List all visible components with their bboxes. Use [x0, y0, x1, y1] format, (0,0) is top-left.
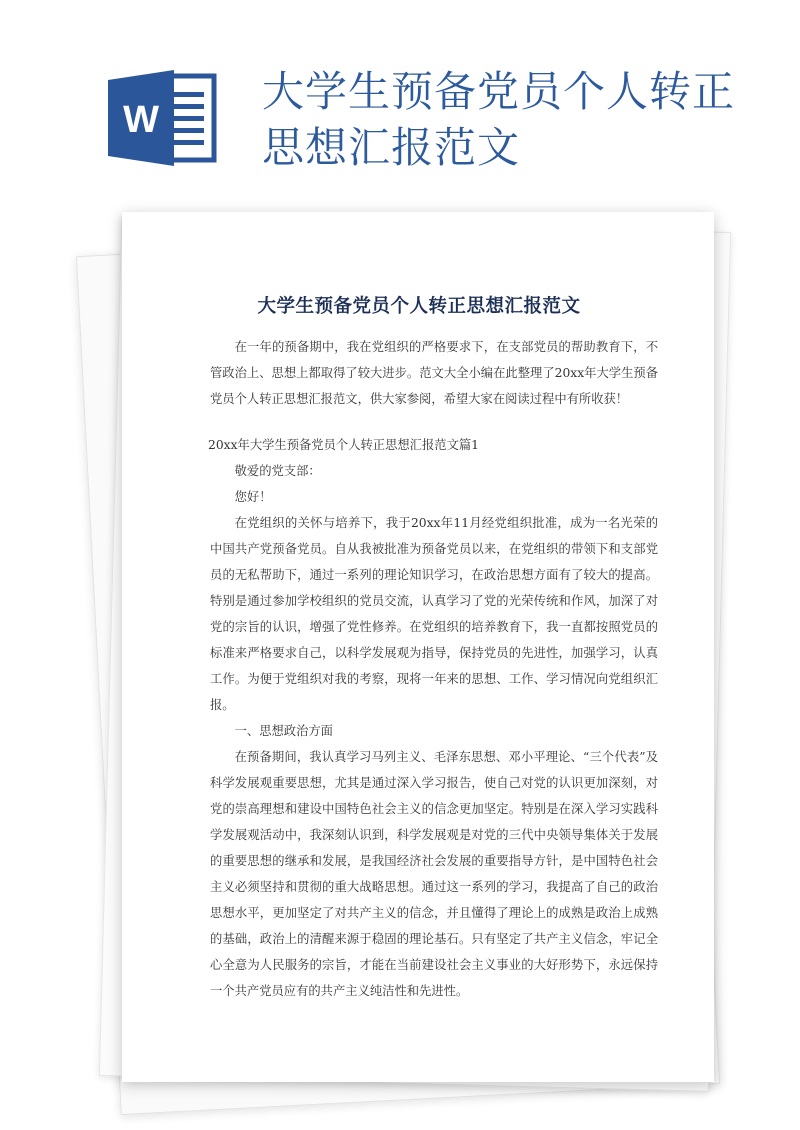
page-title: 大学生预备党员个人转正思想汇报范文: [262, 67, 736, 172]
word-document-icon: [108, 70, 220, 166]
heading-1: 一、思想政治方面: [234, 724, 333, 738]
document-title: 大学生预备党员个人转正思想汇报范文: [257, 296, 581, 317]
body-paragraph-1: 在党组织的关怀与培养下，我于20xx年11月经党组织批准，成为一名光荣的中国共产党预备党员。自从我被批准为预备党员以来，在党组织的带领下和支部党员的无私帮助下，通过一系列的理论知识学习，在政治思想方面有了较大的提高。特别是通过参加学校组织的党员交流，认真学习了党的光荣传统和作风，加深了对党的宗旨的认识，增强了党性修养。在党组织的培养教育下，我一直都按照党员的标准来严格要求自己，以科学发展观为指导，保持党员的先进性，加强学习，认真工作。为便于党组织对我的考察，现将一年来的思想、工作、学习情况向党组织汇报。: [210, 516, 658, 712]
document-page: [122, 212, 714, 1082]
greeting: 您好！: [234, 490, 272, 504]
intro-paragraph: 在一年的预备期中，我在党组织的严格要求下，在支部党员的帮助教育下，不管政治上、思想上都取得了较大进步。范文大全小编在此整理了20xx年大学生预备党员个人转正思想汇报范文，供大家参阅，希望大家在阅读过程中有所收获！: [210, 340, 658, 406]
body-paragraph-2: 在预备期间，我认真学习马列主义、毛泽东思想、邓小平理论、“三个代表”及科学发展观重要思想，尤其是通过深入学习报告，使自己对党的认识更加深刻，对党的崇高理想和建设中国特色社会主义的信念更加坚定。特别是在深入学习实践科学发展观活动中，我深刻认识到，科学发展观是对党的三代中央领导集体关于发展的重要思想的继承和发展，是我国经济社会发展的重要指导方针，是中国特色社会主义必须坚持和贯彻的重大战略思想。通过这一系列的学习，我提高了自己的政治思想水平，更加坚定了对共产主义的信念，并且懂得了理论上的成熟是政治上成熟的基础，政治上的清醒来源于稳固的理论基石。只有坚定了共产主义信念，牢记全心全意为人民服务的宗旨，才能在当前建设社会主义事业的大好形势下，永远保持一个共产党员应有的共产主义纯洁性和先进性。: [210, 750, 658, 998]
svg-text:W: W: [123, 99, 159, 141]
salutation: 敬爱的党支部：: [234, 464, 321, 478]
header: [0, 0, 800, 210]
section-title: 20xx年大学生预备党员个人转正思想汇报范文篇1: [208, 438, 479, 452]
